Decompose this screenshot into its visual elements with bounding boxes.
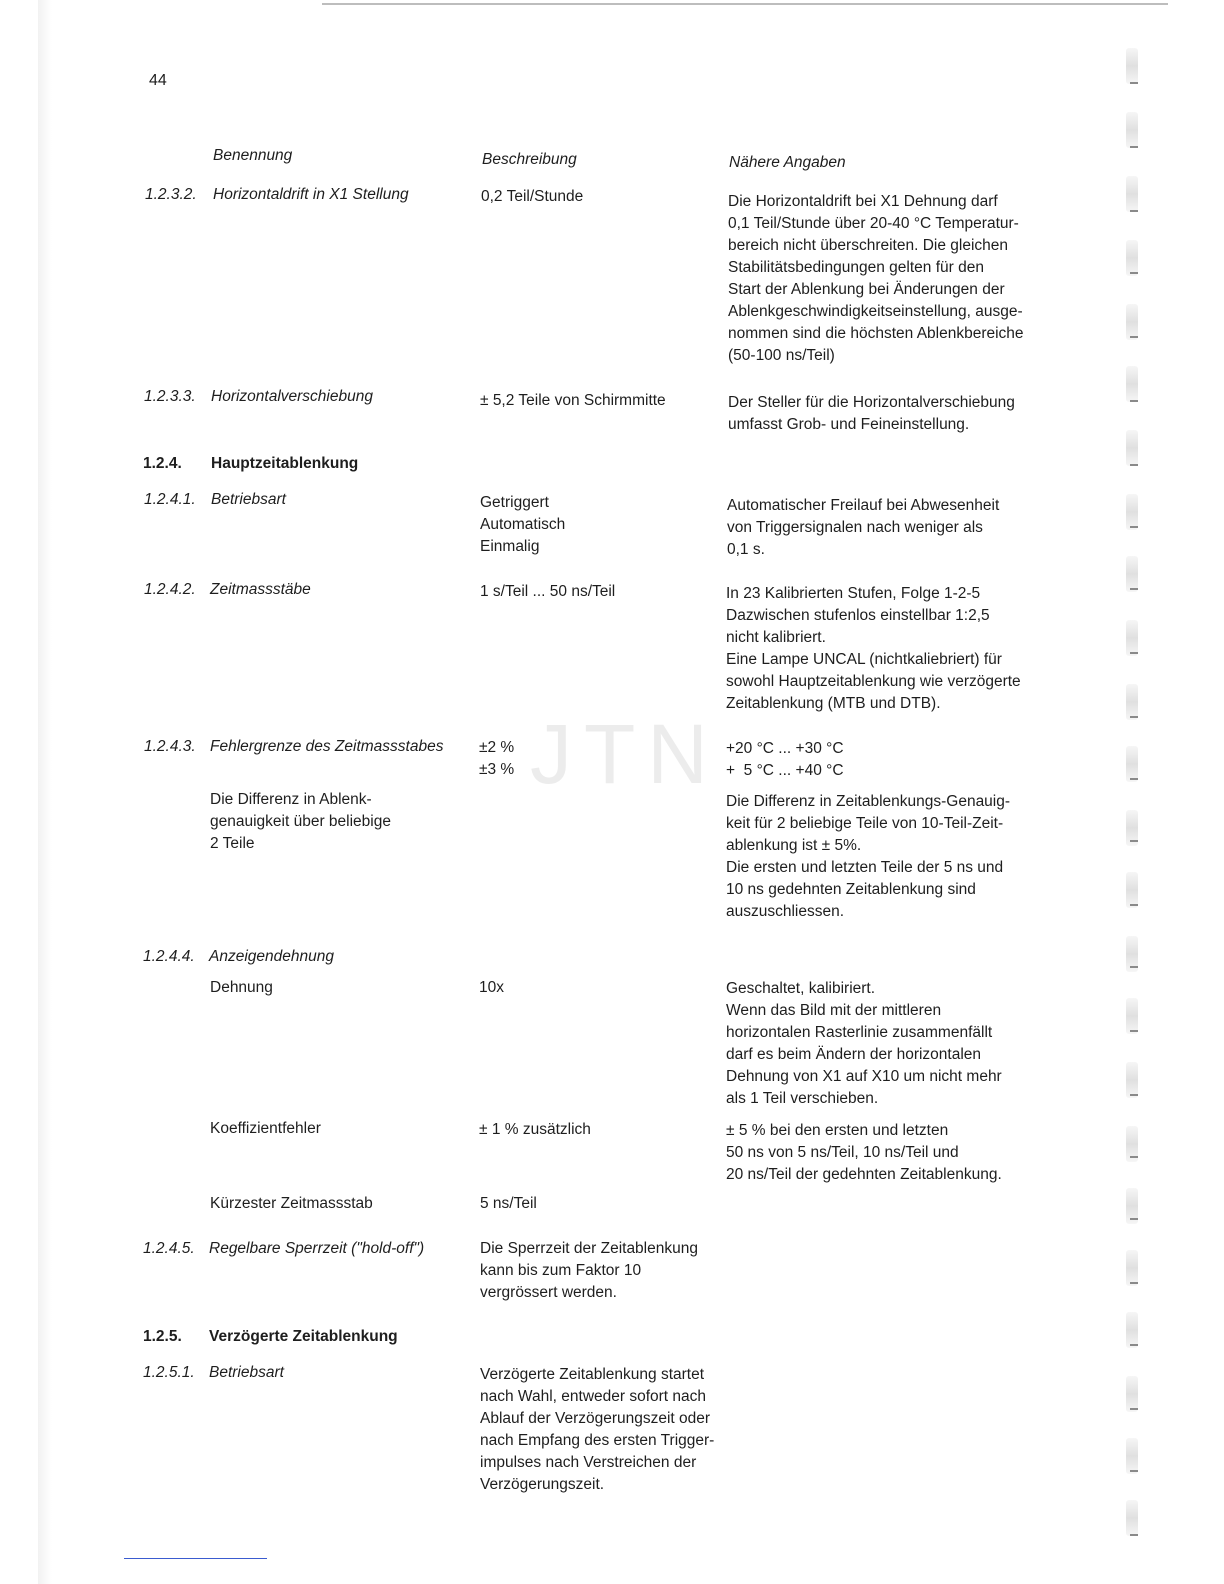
item-details: +20 °C ... +30 °C + 5 °C ... +40 °C bbox=[726, 740, 844, 779]
item-description: ± 5,2 Teile von Schirmmitte bbox=[480, 392, 666, 409]
watermark: JTN bbox=[530, 707, 720, 801]
section-number: 1.2.5. bbox=[143, 1328, 182, 1345]
item-description: 10x bbox=[479, 979, 504, 996]
item-name: Horizontaldrift in X1 Stellung bbox=[213, 186, 409, 203]
page-number: 44 bbox=[149, 72, 167, 89]
item-name: Dehnung bbox=[210, 979, 273, 996]
item-description: 0,2 Teil/Stunde bbox=[481, 188, 584, 205]
item-description: Verzögerte Zeitablenkung startet nach Wahl, entweder sofort nach Ablauf der Verzögerungszeit oder nach Empfang des ersten Trigger- impulses nach Verstreichen der Verzögerungszeit. bbox=[480, 1366, 715, 1493]
item-description: 5 ns/Teil bbox=[480, 1195, 537, 1212]
item-name: Kürzester Zeitmassstab bbox=[210, 1195, 373, 1212]
header-beschreibung: Beschreibung bbox=[482, 151, 577, 168]
scan-top-rule bbox=[322, 3, 1168, 5]
item-details: Der Steller für die Horizontalverschiebung umfasst Grob- und Feineinstellung. bbox=[728, 394, 1015, 433]
item-name: Die Differenz in Ablenk- genauigkeit über beliebige 2 Teile bbox=[210, 791, 391, 852]
item-description: 1 s/Teil ... 50 ns/Teil bbox=[480, 583, 616, 600]
item-description: ± 1 % zusätzlich bbox=[479, 1121, 591, 1138]
item-name: Horizontalverschiebung bbox=[211, 388, 373, 405]
item-name: Betriebsart bbox=[211, 491, 286, 508]
section-title: Hauptzeitablenkung bbox=[211, 455, 359, 472]
item-number: 1.2.4.3. bbox=[144, 738, 196, 755]
item-number: 1.2.4.5. bbox=[143, 1240, 195, 1257]
header-benennung: Benennung bbox=[213, 147, 293, 164]
item-name: Koeffizientfehler bbox=[210, 1120, 321, 1137]
scan-right-edge bbox=[1120, 40, 1148, 1560]
item-number: 1.2.4.2. bbox=[144, 581, 196, 598]
item-number: 1.2.5.1. bbox=[143, 1364, 195, 1381]
item-number: 1.2.4.1. bbox=[144, 491, 196, 508]
item-details: Automatischer Freilauf bei Abwesenheit von Triggersignalen nach weniger als 0,1 s. bbox=[727, 497, 1000, 558]
item-name: Zeitmassstäbe bbox=[210, 581, 311, 598]
item-details: Die Differenz in Zeitablenkungs-Genauig- keit für 2 beliebige Teile von 10-Teil-Zeit- ablenkung ist ± 5%. Die ersten und letzten Teile der 5 ns und 10 ns gedehnten Zeitablenkung sind auszuschliessen. bbox=[726, 793, 1011, 920]
item-description: ±2 % ±3 % bbox=[479, 739, 515, 778]
item-details: In 23 Kalibrierten Stufen, Folge 1-2-5 Dazwischen stufenlos einstellbar 1:2,5 nicht kalibriert. Eine Lampe UNCAL (nichtkaliebriert) für sowohl Hauptzeitablenkung wie verzögerte Zeitablenkung (MTB und DTB). bbox=[726, 585, 1021, 712]
scan-left-shadow bbox=[38, 0, 52, 1584]
item-name: Regelbare Sperrzeit ("hold-off") bbox=[209, 1240, 425, 1257]
item-number: 1.2.3.2. bbox=[145, 186, 197, 203]
item-number: 1.2.3.3. bbox=[144, 388, 196, 405]
header-naehere-angaben: Nähere Angaben bbox=[729, 154, 846, 171]
item-name: Anzeigendehnung bbox=[209, 948, 334, 965]
item-details: Geschaltet, kalibiriert. Wenn das Bild mit der mittleren horizontalen Rasterlinie zusammenfällt darf es beim Ändern der horizontalen Dehnung von X1 auf X10 um nicht mehr als 1 Teil verschieben. bbox=[726, 980, 1002, 1107]
section-title: Verzögerte Zeitablenkung bbox=[209, 1328, 398, 1345]
item-name: Betriebsart bbox=[209, 1364, 284, 1381]
scan-bottom-rule bbox=[124, 1558, 267, 1559]
item-details: ± 5 % bei den ersten und letzten 50 ns von 5 ns/Teil, 10 ns/Teil und 20 ns/Teil der gedehnten Zeitablenkung. bbox=[726, 1122, 1002, 1183]
item-description: Die Sperrzeit der Zeitablenkung kann bis zum Faktor 10 vergrössert werden. bbox=[480, 1240, 698, 1301]
section-number: 1.2.4. bbox=[143, 455, 182, 472]
item-number: 1.2.4.4. bbox=[143, 948, 195, 965]
item-description: Getriggert Automatisch Einmalig bbox=[480, 494, 566, 555]
item-details: Die Horizontaldrift bei X1 Dehnung darf 0,1 Teil/Stunde über 20-40 °C Temperatur- bereich nicht überschreiten. Die gleichen Stabilitätsbedingungen gelten für den Start der Ablenkung bei Änderungen der Ablenkgeschwindigkeitseinstellung, ausge- nommen sind die höchsten Ablenkbereiche (50-100 ns/Teil) bbox=[728, 193, 1024, 364]
item-name: Fehlergrenze des Zeitmassstabes bbox=[210, 738, 444, 755]
